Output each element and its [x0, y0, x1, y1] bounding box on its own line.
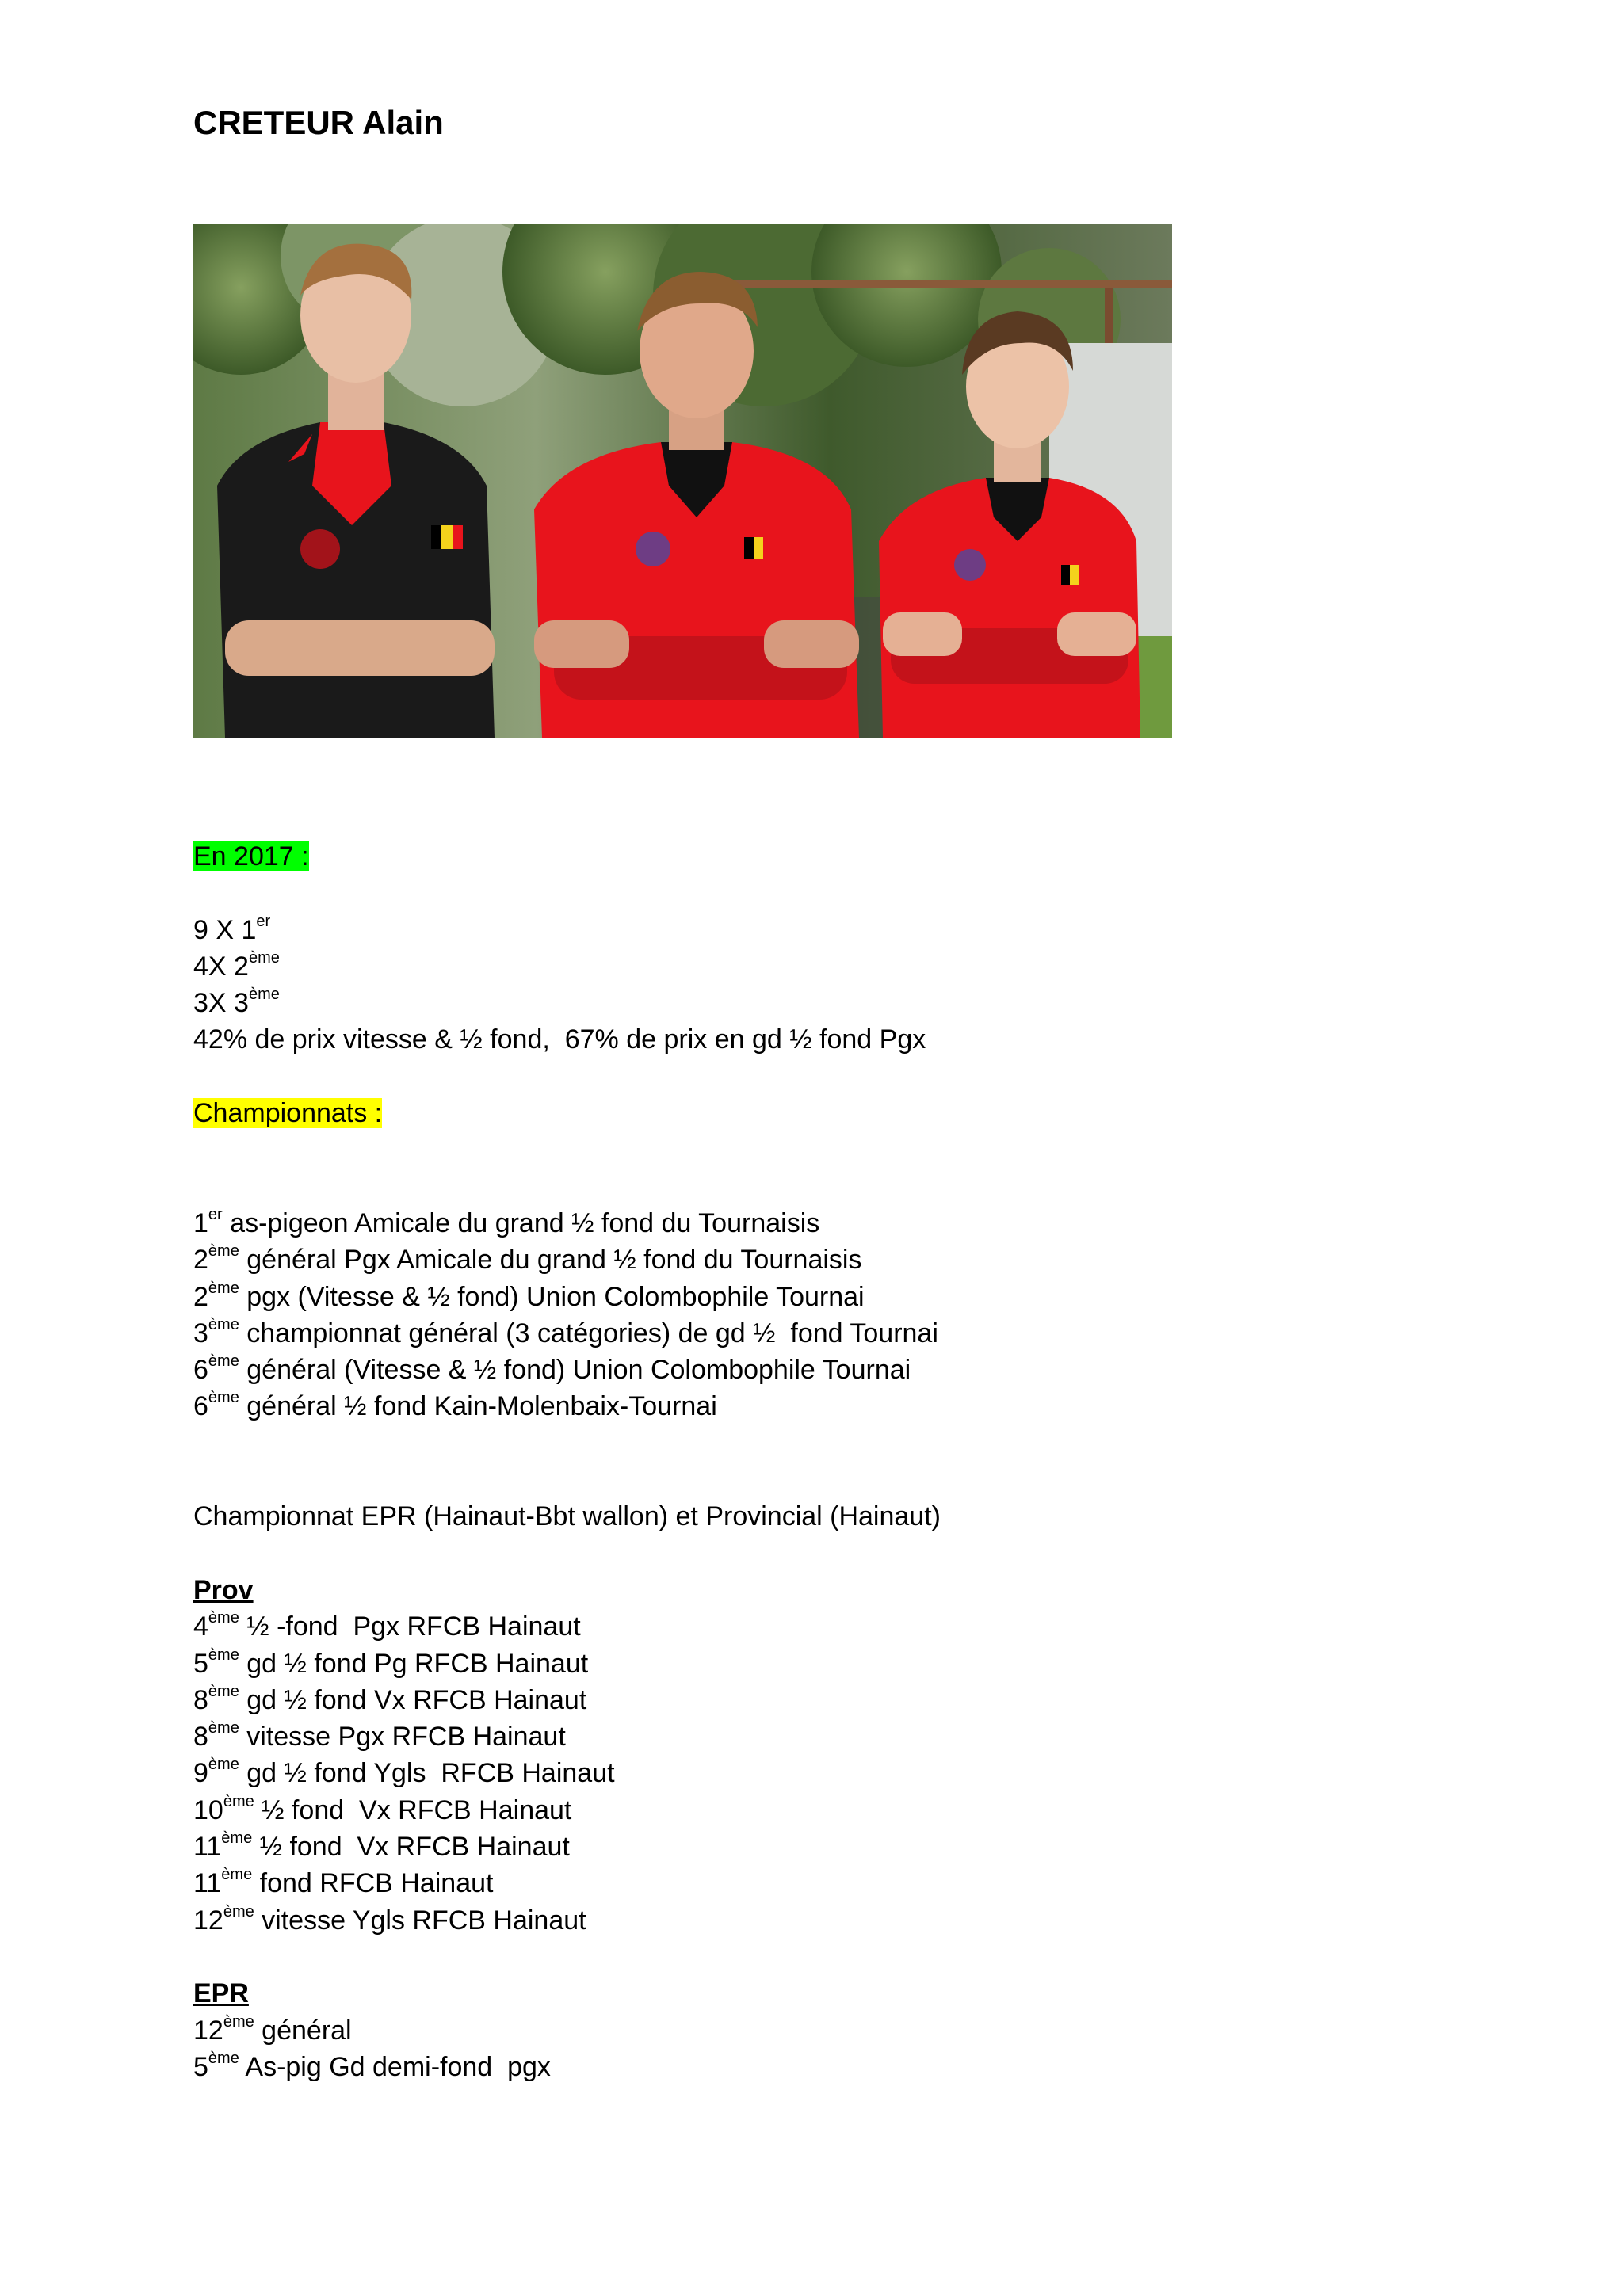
prov-item-text: gd ½ fond Pg RFCB Hainaut [239, 1648, 589, 1679]
championnat-item-rank: 2 [193, 1245, 208, 1276]
prov-item-suffix: ème [223, 1902, 254, 1920]
championnat-item [193, 1388, 941, 1425]
championnat-item-text: championnat général (3 catégories) de gd ½ fond Tournai [239, 1318, 938, 1348]
prov-item-text: ½ fond Vx RFCB Hainaut [252, 1832, 570, 1863]
prov-item-rank: 11 [193, 1868, 222, 1899]
championnat-item [193, 1279, 941, 1315]
epr-heading: EPR [193, 1978, 249, 2009]
year-result-item-rank: 42% de prix vitesse & ½ fond, 67% de prix en gd ½ fond Pgx [193, 1024, 926, 1055]
epr-item-rank: 5 [193, 2051, 208, 2082]
year-result-item-rank: 9 X 1 [193, 914, 257, 945]
championnat-item-suffix: ème [208, 1389, 239, 1407]
championnat-item-suffix: ème [208, 1279, 239, 1297]
championnat-item-rank: 1 [193, 1207, 208, 1238]
prov-item-text: fond RFCB Hainaut [252, 1868, 494, 1899]
championnat-item-suffix: ème [208, 1352, 239, 1371]
prov-item [193, 1865, 941, 1901]
championnat-item-suffix: ème [208, 1315, 239, 1333]
team-photo [193, 224, 1172, 738]
prov-item-text: ½ fond Vx RFCB Hainaut [254, 1794, 572, 1825]
prov-item-suffix: ème [208, 1682, 239, 1700]
epr-item [193, 2049, 941, 2085]
prov-item-rank: 5 [193, 1648, 208, 1679]
year-section [193, 838, 941, 2085]
year-result-item-rank: 3X 3 [193, 988, 249, 1019]
prov-item-text: gd ½ fond Ygls RFCB Hainaut [239, 1758, 615, 1789]
epr-intro: Championnat EPR (Hainaut-Bbt wallon) et Provincial (Hainaut) [193, 1501, 941, 1532]
year-result-item [193, 912, 941, 948]
prov-item-rank: 11 [193, 1832, 222, 1863]
year-result-item-suffix: er [256, 912, 271, 930]
championnat-item-text: as-pigeon Amicale du grand ½ fond du Tournaisis [222, 1207, 820, 1238]
prov-item-suffix: ème [221, 1829, 253, 1848]
championnat-item-rank: 2 [193, 1281, 208, 1312]
prov-item-suffix: ème [208, 1609, 239, 1627]
year-heading: En 2017 : [193, 841, 309, 871]
prov-item-text: ½ -fond Pgx RFCB Hainaut [239, 1611, 581, 1642]
epr-item-suffix: ème [208, 2049, 239, 2067]
championnat-item-suffix: er [208, 1205, 223, 1223]
prov-item [193, 1755, 941, 1791]
prov-item-text: vitesse Pgx RFCB Hainaut [239, 1722, 566, 1753]
championnat-item-text: pgx (Vitesse & ½ fond) Union Colombophile Tournai [239, 1281, 865, 1312]
championnat-item-text: général ½ fond Kain-Molenbaix-Tournai [239, 1391, 717, 1422]
prov-item-suffix: ème [221, 1866, 253, 1884]
prov-item-rank: 8 [193, 1722, 208, 1753]
prov-item-rank: 9 [193, 1758, 208, 1789]
prov-item [193, 1608, 941, 1645]
year-result-item-suffix: ème [248, 986, 280, 1004]
year-result-item [193, 948, 941, 985]
prov-item [193, 1902, 941, 1939]
prov-item [193, 1718, 941, 1755]
prov-item [193, 1646, 941, 1682]
epr-list [193, 2012, 941, 2086]
page-title: CRETEUR Alain [193, 104, 444, 141]
championnat-item [193, 1205, 941, 1241]
championnats-list [193, 1205, 941, 1425]
championnat-item [193, 1315, 941, 1352]
epr-item-text: As-pig Gd demi-fond pgx [239, 2051, 551, 2082]
epr-item-text: général [254, 2015, 352, 2046]
championnat-item-rank: 6 [193, 1391, 208, 1422]
championnat-item-text: général (Vitesse & ½ fond) Union Colombophile Tournai [239, 1355, 911, 1386]
prov-item [193, 1792, 941, 1829]
year-result-item [193, 1021, 941, 1058]
prov-item-rank: 10 [193, 1794, 223, 1825]
year-result-item-suffix: ème [248, 948, 280, 967]
epr-item-rank: 12 [193, 2015, 223, 2046]
prov-item [193, 1829, 941, 1865]
championnat-item-rank: 3 [193, 1318, 208, 1348]
prov-item-suffix: ème [223, 1792, 254, 1810]
epr-item-suffix: ème [223, 2012, 254, 2031]
prov-item-text: vitesse Ygls RFCB Hainaut [254, 1905, 586, 1936]
team-photo-image [193, 224, 1172, 738]
championnat-item-suffix: ème [208, 1242, 239, 1261]
championnat-item-text: général Pgx Amicale du grand ½ fond du Tournaisis [239, 1245, 862, 1276]
championnat-item-rank: 6 [193, 1355, 208, 1386]
prov-heading: Prov [193, 1574, 254, 1605]
prov-item-suffix: ème [208, 1646, 239, 1664]
prov-item-rank: 4 [193, 1611, 208, 1642]
championnats-heading: Championnats : [193, 1098, 383, 1129]
prov-item-rank: 12 [193, 1905, 223, 1936]
prov-item [193, 1682, 941, 1718]
year-result-item-rank: 4X 2 [193, 951, 249, 982]
prov-item-suffix: ème [208, 1719, 239, 1737]
prov-item-suffix: ème [208, 1756, 239, 1774]
prov-item-text: gd ½ fond Vx RFCB Hainaut [239, 1684, 587, 1715]
year-results-list [193, 912, 941, 1058]
epr-item [193, 2012, 941, 2049]
championnat-item [193, 1352, 941, 1388]
year-result-item [193, 985, 941, 1021]
prov-list [193, 1608, 941, 1939]
championnat-item [193, 1241, 941, 1278]
prov-item-rank: 8 [193, 1684, 208, 1715]
